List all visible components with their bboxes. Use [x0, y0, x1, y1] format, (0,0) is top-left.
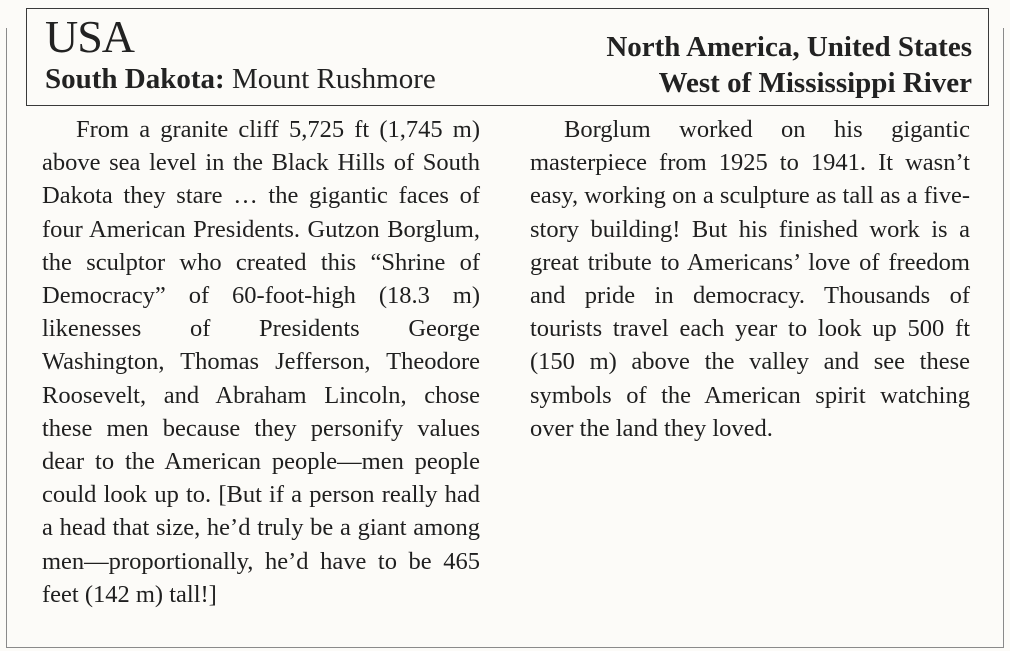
paragraph-2-text: Borglum worked on his gigantic masterpiece from 1925 to 1941. It wasn’t easy, working on a sculpture as tall as a five-story building! But his finished work is a great tribute to Americans’ love of freedom and pride in democracy. Thousands of tourists travel each year to look up 500 ft (150 m) above the valley and see these symbols of the American spirit watching over the land they loved. [530, 116, 970, 442]
country-title: USA [45, 11, 135, 62]
state-name: South Dakota: [45, 63, 225, 95]
text-column-right [530, 113, 970, 445]
location-line-2: West of Mississippi River [658, 67, 972, 99]
region-subtitle [45, 61, 436, 97]
paragraph-1 [42, 113, 480, 611]
paragraph-2 [530, 113, 970, 445]
paragraph-1-text: From a granite cliff 5,725 ft (1,745 m) above sea level in the Black Hills of South Dakota they stare … the gigantic faces of four American Presidents. Gutzon Borglum, the sculptor who created this “Shrine of Democracy” of 60-foot-high (18.3 m) likenesses of Presidents George Washington, Thomas Jefferson, Theodore Roosevelt, and Abraham Lincoln, chose these men because they personify values dear to the American people—men people could look up to. [But if a person really had a head that size, he’d truly be a giant among men—proportionally, he’d have to be 465 feet (142 m) tall!] [42, 116, 480, 608]
location-line-1: North America, United States [606, 31, 972, 63]
card-header [26, 8, 989, 106]
text-column-left [42, 113, 480, 611]
landmark-name: Mount Rushmore [231, 63, 436, 95]
